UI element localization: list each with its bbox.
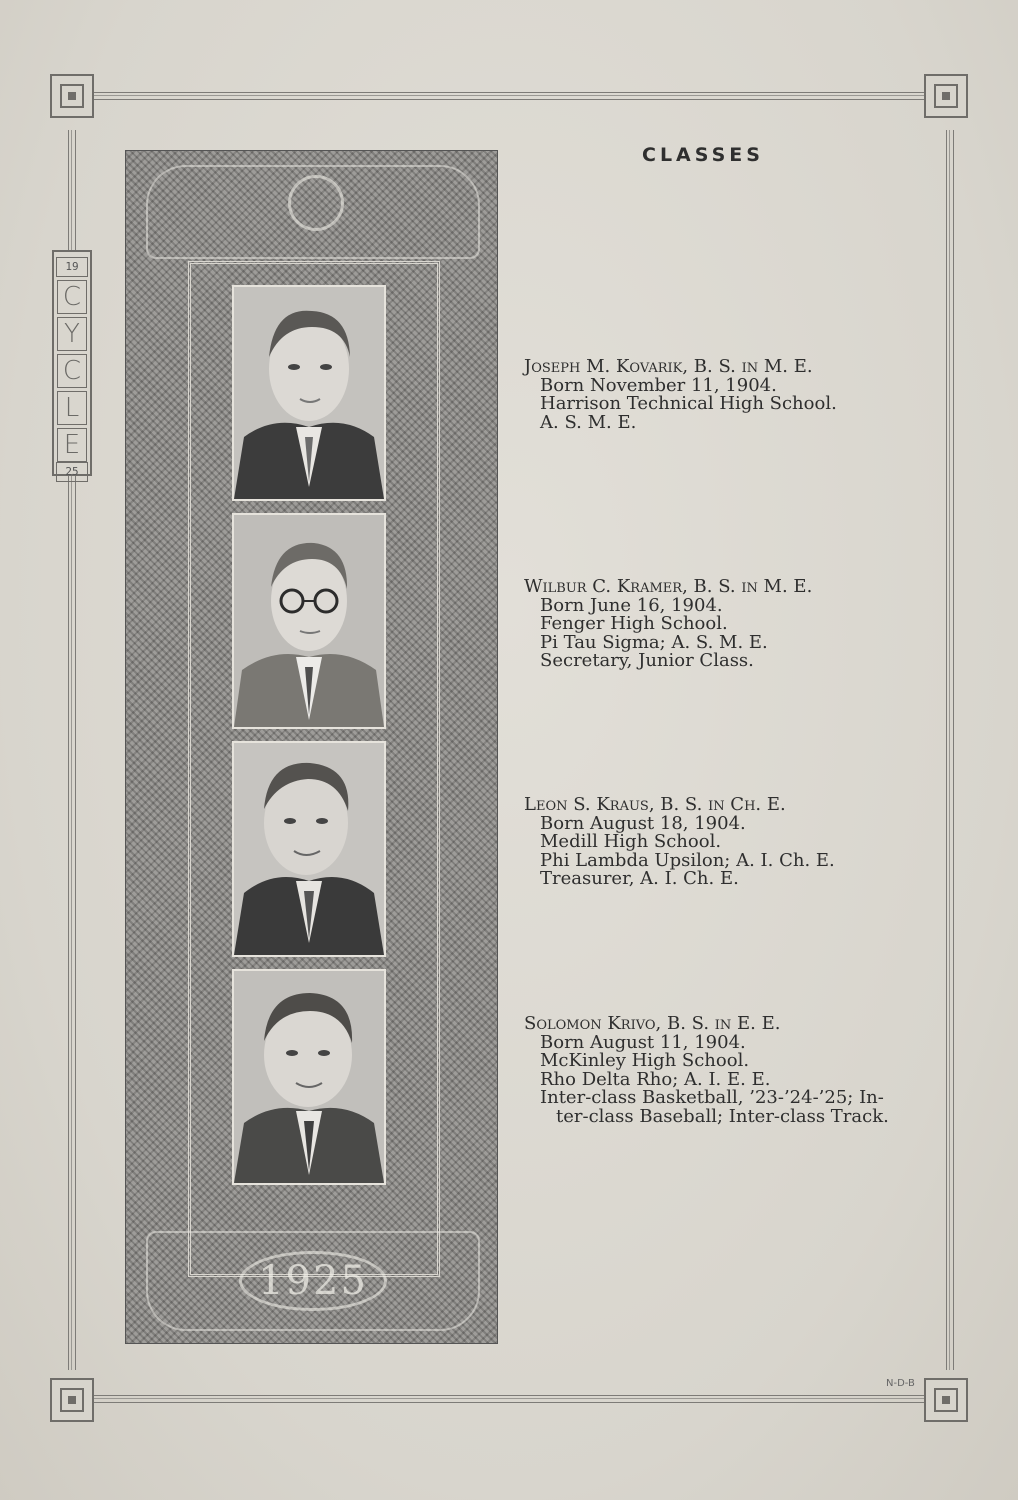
biography-entry [524,796,924,889]
portrait-photo [232,969,386,1185]
entry-line: Born June 16, 1904. [540,594,723,616]
corner-ornament-bottom-right [924,1378,968,1422]
portrait-photo [232,741,386,957]
entry-line: Born August 11, 1904. [540,1031,746,1053]
entry-line: Harrison Technical High School. [540,393,837,414]
frame-top-rule [90,92,928,100]
entry-line: Fenger High School. [540,613,728,634]
entry-line: A. S. M. E. [540,411,637,433]
entry-name: Joseph M. Kovarik, B. S. in M. E. [524,356,813,377]
entry-line: Inter-class Basketball, ’23-’24-’25; In- [540,1087,884,1108]
side-letter: C [57,354,87,388]
biography-entry [524,1015,924,1126]
panel-ornament-top [146,165,480,259]
entry-name: Solomon Krivo, B. S. in E. E. [524,1013,781,1034]
side-letter: E [57,428,87,462]
side-year-top: 19 [56,257,88,277]
biography-entry [524,358,924,432]
side-letter: Y [57,317,87,351]
portrait-photo [232,513,386,729]
portrait-photo [232,285,386,501]
side-year-bottom: 25 [56,462,88,482]
entry-line: ter-class Baseball; Inter-class Track. [556,1105,889,1127]
entry-line: Pi Tau Sigma; A. S. M. E. [540,631,768,653]
biography-entry [524,578,924,671]
entry-line: Born August 18, 1904. [540,812,746,834]
corner-ornament-top-right [924,74,968,118]
side-cycle-label [52,250,92,476]
side-letter: C [57,280,87,314]
entry-line: Phi Lambda Upsilon; A. I. Ch. E. [540,849,835,871]
portrait-panel [125,150,498,1344]
frame-bottom-rule [90,1395,928,1403]
entry-line: Rho Delta Rho; A. I. E. E. [540,1068,771,1090]
side-letter: L [57,391,87,425]
entry-line: Secretary, Junior Class. [540,650,754,671]
entry-line: Medill High School. [540,831,722,852]
entry-name: Leon S. Kraus, B. S. in Ch. E. [524,794,786,815]
panel-year: 1925 [239,1251,387,1311]
panel-ornament-bottom [146,1231,480,1331]
entry-line: Born November 11, 1904. [540,374,777,396]
corner-ornament-top-left [50,74,94,118]
page-heading: CLASSES [642,144,764,166]
printer-mark: N-D-B [886,1378,915,1389]
corner-ornament-bottom-left [50,1378,94,1422]
frame-right-rule [946,130,954,1370]
entry-line: Treasurer, A. I. Ch. E. [540,868,739,889]
entry-name: Wilbur C. Kramer, B. S. in M. E. [524,576,813,597]
entry-line: McKinley High School. [540,1050,750,1071]
